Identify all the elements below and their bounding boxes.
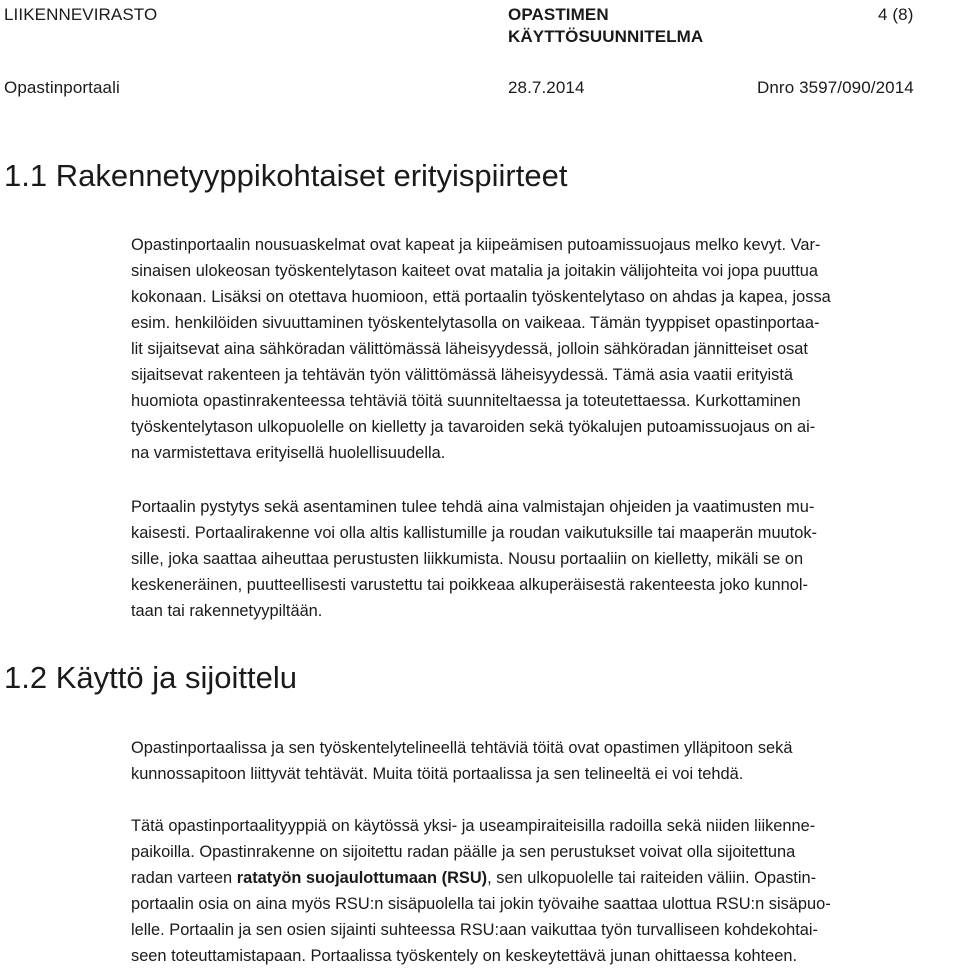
section-heading-1-1: 1.1 Rakennetyyppikohtaiset erityispiirteet <box>4 158 568 193</box>
paragraph-usage <box>131 735 956 787</box>
organization-name: LIIKENNEVIRASTO <box>4 5 158 24</box>
page-number: 4 (8) <box>878 5 914 24</box>
document-title-line-1: OPASTIMEN <box>508 5 609 24</box>
reference-number: Dnro 3597/090/2014 <box>757 78 914 97</box>
document-date: 28.7.2014 <box>508 78 585 97</box>
text-line: lit sijaitsevat aina sähköradan välittömässä läheisyydessä, jolloin sähköradan jännitteiset osat <box>131 340 808 358</box>
text-line: Tätä opastinportaalityyppiä on käytössä yksi- ja useampiraiteisilla radoilla sekä niiden liikenne- <box>131 817 816 835</box>
text-line: portaalin osia on aina myös RSU:n sisäpuolella tai jokin työvaihe saattaa ulottua RSU:n sisäpuo- <box>131 895 831 913</box>
text-line: huomiota opastinrakenteessa tehtäviä töitä suunniteltaessa ja toteutettaessa. Kurkottaminen <box>131 392 801 410</box>
text-line: taan tai rakennetyypiltään. <box>131 602 323 620</box>
text-line: Opastinportaalissa ja sen työskentelytelineellä tehtäviä töitä ovat opastimen ylläpitoon sekä <box>131 739 793 757</box>
document-title-line-2: KÄYTTÖSUUNNITELMA <box>508 27 704 46</box>
paragraph-placement <box>131 813 956 969</box>
text-line: lelle. Portaalin ja sen osien sijainti suhteessa RSU:aan vaikuttaa työn turvalliseen kohdekohtai- <box>131 921 818 939</box>
text-line: kokonaan. Lisäksi on otettava huomioon, että portaalin työskentelytaso on ahdas ja kapea, jossa <box>131 288 831 306</box>
text-line: seen toteuttamistapaan. Portaalissa työskentely on keskeytettävä junan ohittaessa kohteen. <box>131 947 798 965</box>
text-line: esim. henkilöiden sivuuttaminen työskentelytasolla on vaikeaa. Tämän tyyppiset opastinportaa- <box>131 314 820 332</box>
text-fragment: , sen ulkopuolelle tai raiteiden väliin. Opastin- <box>487 869 817 887</box>
product-name: Opastinportaali <box>4 78 120 97</box>
text-line: sille, joka saattaa aiheuttaa perustusten liikkumista. Nousu portaaliin on kielletty, mikäli se on <box>131 550 804 568</box>
text-line: kunnossapitoon liittyvät tehtävät. Muita töitä portaalissa ja sen telineeltä ei voi tehdä. <box>131 765 744 783</box>
text-line-with-emphasis <box>131 865 956 891</box>
text-line: sinaisen ulokeosan työskentelytason kaiteet ovat matalia ja joitakin välijohteita voi jopa puuttua <box>131 262 819 280</box>
text-line: Opastinportaalin nousuaskelmat ovat kapeat ja kiipeämisen putoamissuojaus melko kevyt. Var- <box>131 236 821 254</box>
paragraph-structure-features <box>131 232 956 466</box>
text-line: na varmistettava erityisellä huolellisuudella. <box>131 444 446 462</box>
text-line: Portaalin pystytys sekä asentaminen tulee tehdä aina valmistajan ohjeiden ja vaatimusten mu- <box>131 498 815 516</box>
document-title <box>508 4 703 48</box>
rsu-term-bold: ratatyön suojaulottumaan (RSU) <box>236 869 488 887</box>
text-line: kaisesti. Portaalirakenne voi olla altis kallistumille ja roudan vaikutuksille tai maaperän muutok- <box>131 524 817 542</box>
text-line: sijaitsevat rakenteen ja tehtävän työn välittömässä läheisyydessä. Tämä asia vaatii erityistä <box>131 366 794 384</box>
text-line: työskentelytason ulkopuolelle on kielletty ja tavaroiden sekä työkalujen putoamissuojaus on ai- <box>131 418 816 436</box>
text-fragment: radan varteen <box>131 869 237 887</box>
paragraph-installation <box>131 494 956 624</box>
text-line: keskeneräinen, puutteellisesti varustettu tai poikkeaa alkuperäisestä rakenteesta joko kunnol- <box>131 576 808 594</box>
text-line: paikoilla. Opastinrakenne on sijoitettu radan päälle ja sen perustukset voivat olla sijoitettuna <box>131 843 796 861</box>
section-heading-1-2: 1.2 Käyttö ja sijoittelu <box>4 660 297 695</box>
